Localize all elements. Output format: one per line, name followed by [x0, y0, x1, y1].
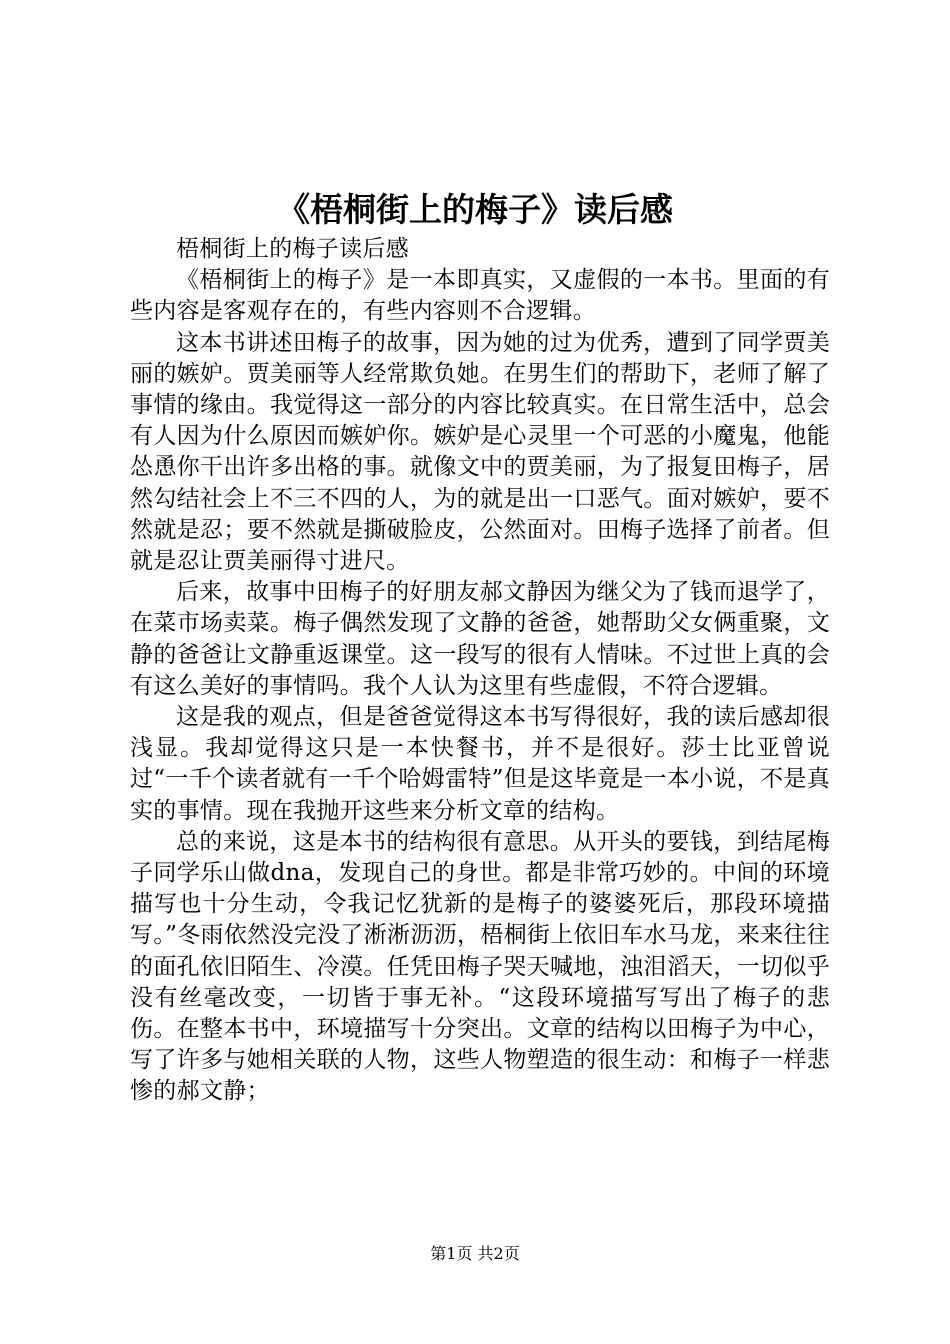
paragraph: 总的来说，这是本书的结构很有意思。从开头的要钱，到结尾梅子同学乐山做dna，发现自己的身世。都是非常巧妙的。中间的环境描写也十分生动，令我记忆犹新的是梅子的婆婆死后，那段环境描写。”冬雨依然没完没了淅淅沥沥，梧桐街上依旧车水马龙，来来往往的面孔依旧陌生、冷漠。任凭田梅子哭天喊地，浊泪滔天，一切似乎没有丝毫改变，一切皆于事无补。“这段环境描写写出了梅子的悲伤。在整本书中，环境描写十分突出。文章的结构以田梅子为中心，写了许多与她相关联的人物，这些人物塑造的很生动：和梅子一样悲惨的郝文静； — [130, 828, 830, 1105]
paragraph: 这是我的观点，但是爸爸觉得这本书写得很好，我的读后感却很浅显。我却觉得这只是一本快餐书，并不是很好。莎士比亚曾说过“一千个读者就有一千个哈姆雷特”但是这毕竟是一本小说，不是真实的事情。现在我抛开这些来分析文章的结构。 — [130, 704, 830, 824]
paragraph: 《梧桐街上的梅子》是一本即真实，又虚假的一本书。里面的有些内容是客观存在的，有些内容则不合逻辑。 — [130, 267, 830, 325]
document-title: 《梧桐街上的梅子》读后感 — [277, 190, 673, 229]
page-footer — [0, 1243, 950, 1265]
document-body — [130, 234, 830, 1108]
page-indicator: 第1页 共2页 — [430, 1244, 520, 1263]
paragraph: 后来，故事中田梅子的好朋友郝文静因为继父为了钱而退学了，在菜市场卖菜。梅子偶然发现了文静的爸爸，她帮助父女俩重聚，文静的爸爸让文静重返课堂。这一段写的很有人情味。不过世上真的会有这么美好的事情吗。我个人认为这里有些虚假，不符合逻辑。 — [130, 579, 830, 699]
paragraph-subtitle: 梧桐街上的梅子读后感 — [176, 236, 409, 262]
paragraph: 这本书讲述田梅子的故事，因为她的过为优秀，遭到了同学贾美丽的嫉妒。贾美丽等人经常欺负她。在男生们的帮助下，老师了解了事情的缘由。我觉得这一部分的内容比较真实。在日常生活中，总会有人因为什么原因而嫉妒你。嫉妒是心灵里一个可恶的小魔鬼，他能怂恿你干出许多出格的事。就像文中的贾美丽，为了报复田梅子，居然勾结社会上不三不四的人，为的就是出一口恶气。面对嫉妒，要不然就是忍；要不然就是撕破脸皮，公然面对。田梅子选择了前者。但就是忍让贾美丽得寸进尺。 — [130, 329, 830, 575]
